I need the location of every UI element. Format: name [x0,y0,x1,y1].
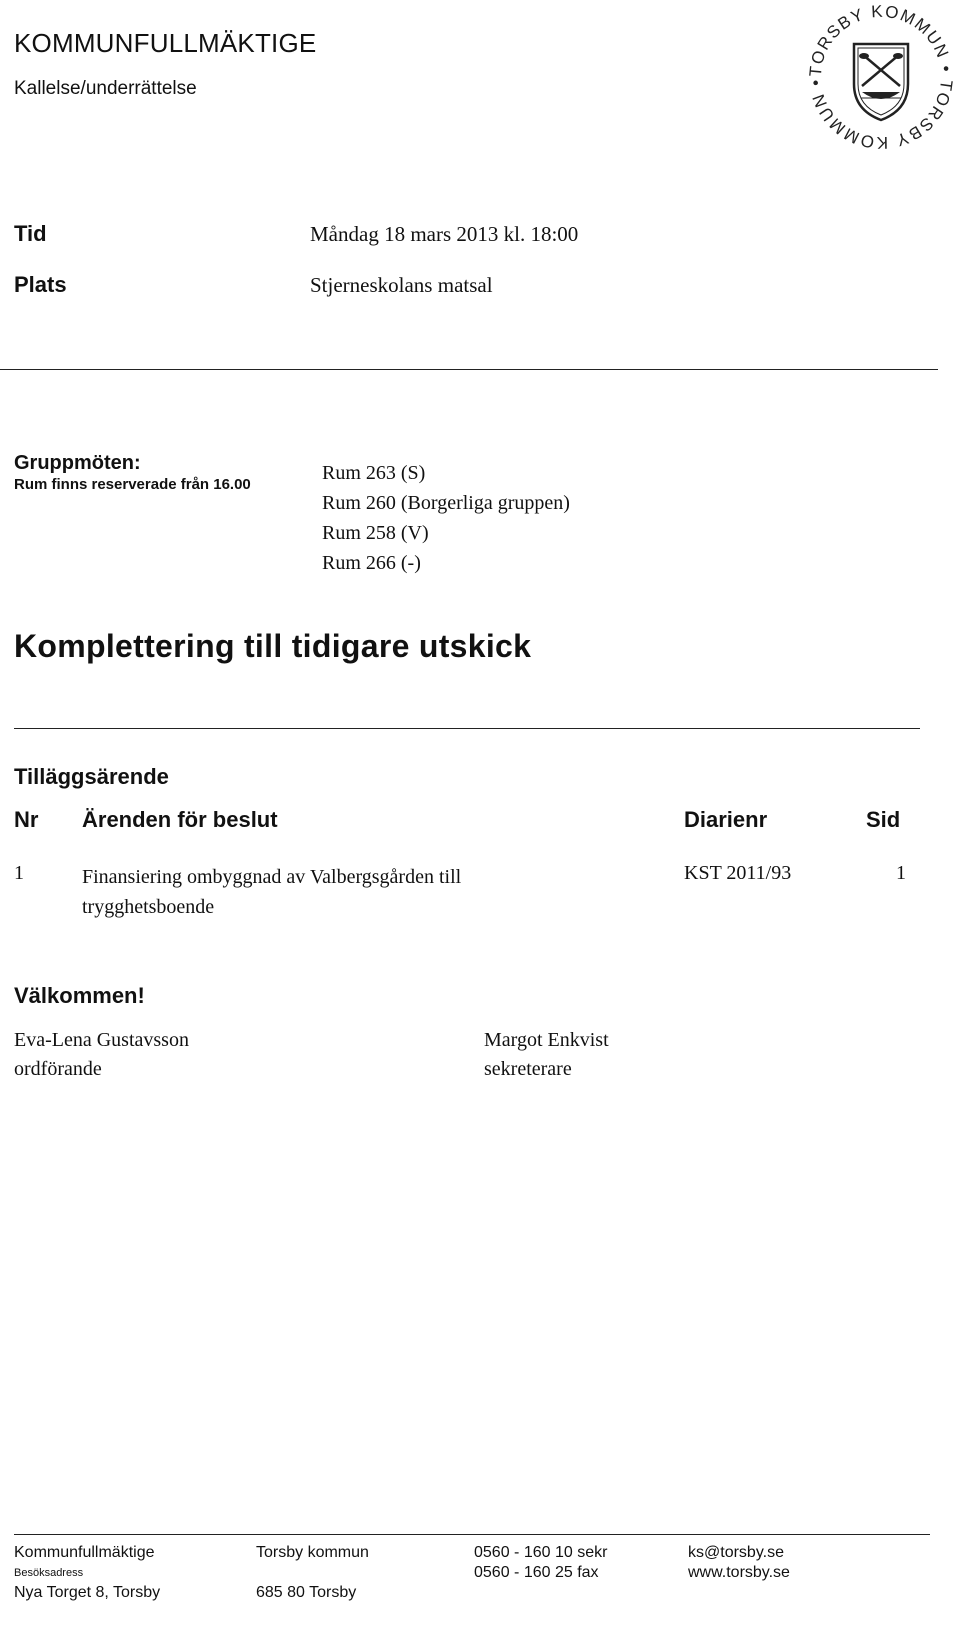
agenda-row-nr: 1 [14,862,24,884]
footer-postal-name: Torsby kommun [256,1544,369,1561]
time-label: Tid [14,221,47,246]
footer-postal-address: 685 80 Torsby [256,1584,357,1601]
footer-divider [14,1534,930,1535]
svg-text:TORSBY KOMMUN • TORSBY KOMMUN: TORSBY KOMMUN • TORSBY KOMMUN • [806,2,956,152]
footer-visit-label: Besöksadress [14,1567,84,1579]
time-value: Måndag 18 mars 2013 kl. 18:00 [310,222,579,246]
signer-name: Margot Enkvist [484,1029,609,1051]
room-item: Rum 258 (V) [322,522,429,544]
signer-name: Eva-Lena Gustavsson [14,1029,189,1051]
municipal-seal-icon [806,2,956,152]
agenda-row-title: Finansiering ombyggnad av Valbergsgården till trygghetsboende [82,866,462,918]
column-header-sid: Sid [866,807,901,832]
welcome-text: Välkommen! [14,983,145,1008]
divider [14,728,920,729]
agenda-row-sid: 1 [896,862,906,884]
agenda-heading: Tilläggsärende [14,764,169,789]
place-value: Stjerneskolans matsal [310,273,493,297]
footer-phone: 0560 - 160 10 sekr [474,1544,608,1561]
footer-fax: 0560 - 160 25 fax [474,1564,599,1581]
signer-chair [14,1026,189,1084]
group-meetings-heading: Gruppmöten: [14,452,141,474]
room-item: Rum 260 (Borgerliga gruppen) [322,492,570,514]
signer-role: sekreterare [484,1058,572,1080]
footer-email-link[interactable]: ks@torsby.se [688,1544,784,1561]
room-item: Rum 266 (-) [322,552,421,574]
section-heading: Komplettering till tidigare utskick [14,628,532,664]
signer-secretary [484,1026,609,1084]
place-label: Plats [14,272,67,297]
signer-role: ordförande [14,1058,102,1080]
divider [0,369,938,370]
column-header-nr: Nr [14,807,39,832]
footer-website-link[interactable]: www.torsby.se [688,1564,790,1581]
footer-org: Kommunfullmäktige [14,1544,155,1561]
agenda-row-diarienr: KST 2011/93 [684,862,792,884]
column-header-diarienr: Diarienr [684,807,768,832]
column-header-arenden: Ärenden för beslut [82,807,278,832]
footer-visit-address: Nya Torget 8, Torsby [14,1584,161,1601]
page-title: KOMMUNFULLMÄKTIGE [14,28,317,58]
document-subtitle: Kallelse/underrättelse [14,78,197,99]
room-item: Rum 263 (S) [322,462,426,484]
group-meetings-note: Rum finns reserverade från 16.00 [14,476,251,493]
